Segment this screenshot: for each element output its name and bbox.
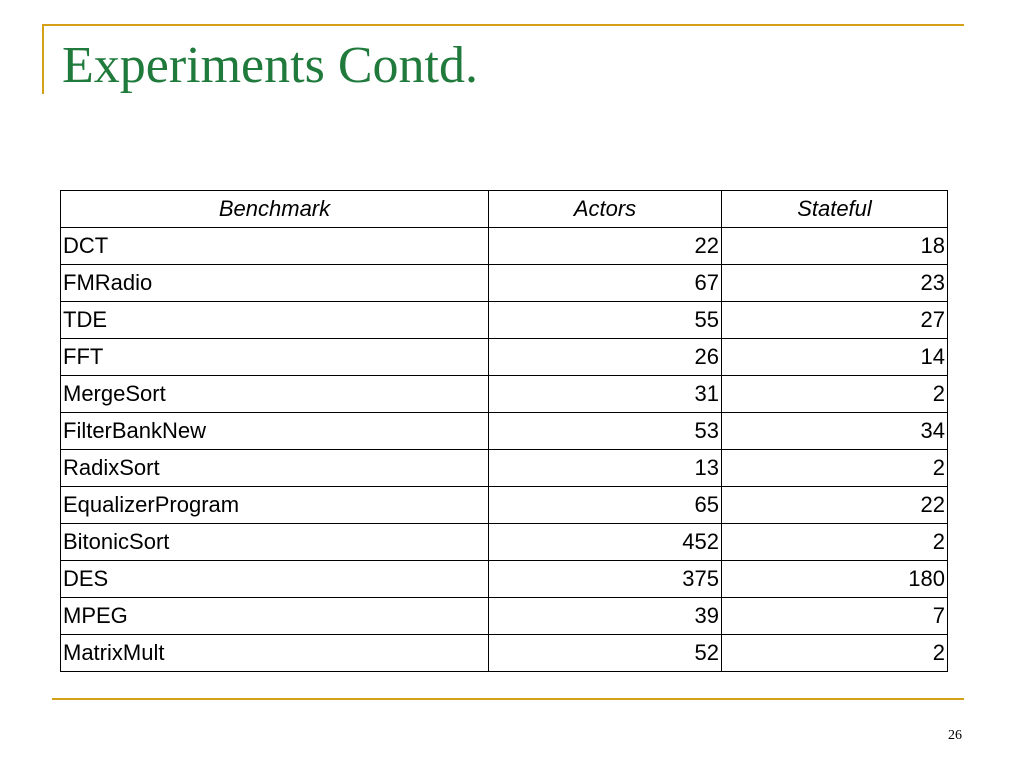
stateful-cell: 23 — [722, 265, 948, 302]
actors-cell: 375 — [489, 561, 722, 598]
actors-cell: 53 — [489, 413, 722, 450]
actors-cell: 67 — [489, 265, 722, 302]
stateful-cell: 27 — [722, 302, 948, 339]
benchmark-cell: DES — [61, 561, 489, 598]
table-row — [61, 413, 948, 450]
top-accent-rule — [42, 24, 964, 26]
benchmark-cell: FFT — [61, 339, 489, 376]
slide-number: 26 — [948, 728, 962, 743]
stateful-cell: 2 — [722, 450, 948, 487]
table-row — [61, 376, 948, 413]
stateful-cell: 18 — [722, 228, 948, 265]
slide-title: Experiments Contd. — [62, 37, 478, 94]
table-row — [61, 598, 948, 635]
table-row — [61, 265, 948, 302]
header-actors: Actors — [489, 191, 722, 228]
benchmark-cell: FilterBankNew — [61, 413, 489, 450]
table-row — [61, 339, 948, 376]
actors-cell: 452 — [489, 524, 722, 561]
benchmark-cell: TDE — [61, 302, 489, 339]
stateful-cell: 180 — [722, 561, 948, 598]
benchmark-cell: FMRadio — [61, 265, 489, 302]
table-row — [61, 561, 948, 598]
stateful-cell: 2 — [722, 524, 948, 561]
actors-cell: 65 — [489, 487, 722, 524]
actors-cell: 31 — [489, 376, 722, 413]
benchmark-cell: MergeSort — [61, 376, 489, 413]
bottom-accent-rule — [52, 698, 964, 700]
stateful-cell: 22 — [722, 487, 948, 524]
header-stateful: Stateful — [722, 191, 948, 228]
header-benchmark: Benchmark — [61, 191, 489, 228]
benchmark-cell: MatrixMult — [61, 635, 489, 672]
table-row — [61, 450, 948, 487]
benchmark-cell: MPEG — [61, 598, 489, 635]
stateful-cell: 14 — [722, 339, 948, 376]
table-row — [61, 524, 948, 561]
stateful-cell: 34 — [722, 413, 948, 450]
stateful-cell: 2 — [722, 376, 948, 413]
table-row — [61, 487, 948, 524]
table-header-row — [61, 191, 948, 228]
benchmark-table — [60, 190, 948, 672]
table-row — [61, 302, 948, 339]
stateful-cell: 7 — [722, 598, 948, 635]
benchmark-cell: EqualizerProgram — [61, 487, 489, 524]
actors-cell: 26 — [489, 339, 722, 376]
actors-cell: 13 — [489, 450, 722, 487]
table-row — [61, 635, 948, 672]
benchmark-cell: DCT — [61, 228, 489, 265]
actors-cell: 22 — [489, 228, 722, 265]
actors-cell: 52 — [489, 635, 722, 672]
left-accent-rule — [42, 24, 44, 94]
stateful-cell: 2 — [722, 635, 948, 672]
benchmark-cell: RadixSort — [61, 450, 489, 487]
actors-cell: 55 — [489, 302, 722, 339]
table-row — [61, 228, 948, 265]
actors-cell: 39 — [489, 598, 722, 635]
benchmark-cell: BitonicSort — [61, 524, 489, 561]
